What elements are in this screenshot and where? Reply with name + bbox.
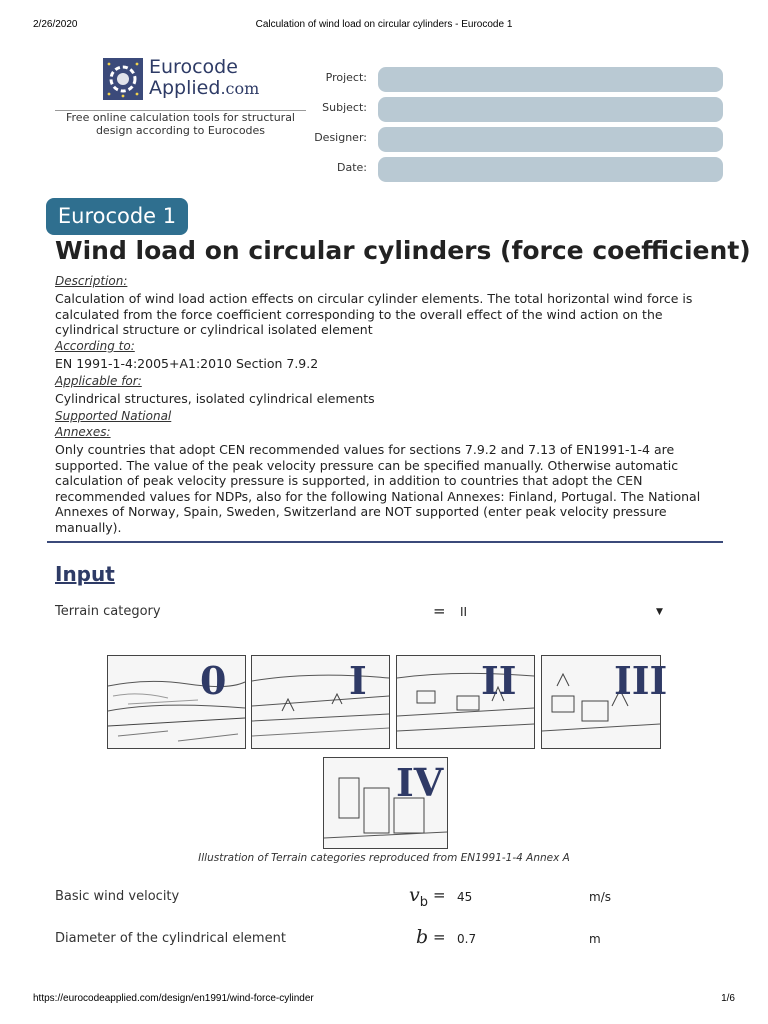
terrain-numeral: II xyxy=(481,658,517,703)
annex-label-1: Supported National xyxy=(55,409,172,423)
terrain-image-I xyxy=(251,655,390,749)
print-url: https://eurocodeapplied.com/design/en1991/wind-force-cylinder xyxy=(33,993,314,1004)
b-input[interactable]: 0.7 xyxy=(457,932,477,946)
b-unit: m xyxy=(589,932,601,946)
project-field[interactable] xyxy=(378,67,723,92)
annex-label-2: Annexes: xyxy=(55,425,111,439)
section-divider xyxy=(47,541,723,543)
logo-domain: .com xyxy=(220,79,260,98)
terrain-equals: = xyxy=(433,602,446,620)
designer-field[interactable] xyxy=(378,127,723,152)
vb-input[interactable]: 45 xyxy=(457,890,473,904)
subject-field[interactable] xyxy=(378,97,723,122)
terrain-image-III xyxy=(541,655,668,749)
terrain-image-IV xyxy=(323,757,448,849)
annex-text: Only countries that adopt CEN recommended values for sections 7.9.2 and 7.13 of EN1991-1-4 are supported. The value of the peak velocity pressure can be specified manually. Otherwise automatic calculation of peak velocity pressure is supported, in addition to countries that adopt the CEN recommended values for NDPs, also for the following National Annexes: Finland, Portugal. The National Annexes of Norway, Spain, Sweden, Switzerland are NOT supported (enter peak velocity pressure manually). xyxy=(55,442,701,535)
logo-line-2: Applied xyxy=(149,77,221,99)
eurocode-badge: Eurocode 1 xyxy=(46,198,188,235)
terrain-numeral: III xyxy=(614,658,668,703)
page-title: Wind load on circular cylinders (force coefficient) xyxy=(55,236,751,265)
according-text: EN 1991-1-4:2005+A1:2010 Section 7.9.2 xyxy=(55,356,319,371)
terrain-image-II xyxy=(396,655,535,749)
terrain-select[interactable] xyxy=(455,600,668,624)
terrain-numeral: I xyxy=(349,658,367,703)
terrain-numeral: 0 xyxy=(200,658,227,703)
vb-symbol-sub: b xyxy=(419,895,428,910)
chevron-down-icon: ▼ xyxy=(656,607,663,617)
print-title: Calculation of wind load on circular cylinders - Eurocode 1 xyxy=(255,19,513,30)
logo-line-1: Eurocode xyxy=(149,56,238,78)
subject-label: Subject: xyxy=(322,101,367,114)
date-label: Date: xyxy=(337,161,367,174)
b-label: Diameter of the cylindrical element xyxy=(55,931,286,946)
terrain-numeral: IV xyxy=(396,760,444,805)
vb-equals: = xyxy=(433,886,446,904)
description-label: Description: xyxy=(55,274,128,288)
b-symbol: b xyxy=(416,926,429,948)
print-date: 2/26/2020 xyxy=(33,19,78,30)
vb-label: Basic wind velocity xyxy=(55,889,180,904)
print-page: 1/6 xyxy=(721,993,735,1004)
project-label: Project: xyxy=(325,71,367,84)
vb-symbol-main: v xyxy=(409,884,420,906)
vb-unit: m/s xyxy=(589,890,611,904)
description-text: Calculation of wind load action effects on circular cylinder elements. The total horizontal wind force is calculated from the force coefficient corresponding to the overall effect of the wind action on the cylindrical structure or cylindrical isolated element xyxy=(55,291,693,337)
terrain-label: Terrain category xyxy=(55,604,161,619)
input-heading: Input xyxy=(55,562,115,586)
designer-label: Designer: xyxy=(314,131,367,144)
b-equals: = xyxy=(433,928,446,946)
tagline: Free online calculation tools for structural design according to Eurocodes xyxy=(66,111,295,137)
terrain-value: II xyxy=(460,605,468,619)
applicable-label: Applicable for: xyxy=(55,374,142,388)
date-field[interactable] xyxy=(378,157,723,182)
logo-icon xyxy=(103,58,143,100)
terrain-image-0 xyxy=(107,655,246,749)
logo-wordmark[interactable] xyxy=(149,57,259,99)
applicable-text: Cylindrical structures, isolated cylindrical elements xyxy=(55,391,375,406)
according-label: According to: xyxy=(55,339,135,353)
vb-symbol xyxy=(409,884,428,910)
image-caption: Illustration of Terrain categories reproduced from EN1991-1-4 Annex A xyxy=(198,852,570,864)
